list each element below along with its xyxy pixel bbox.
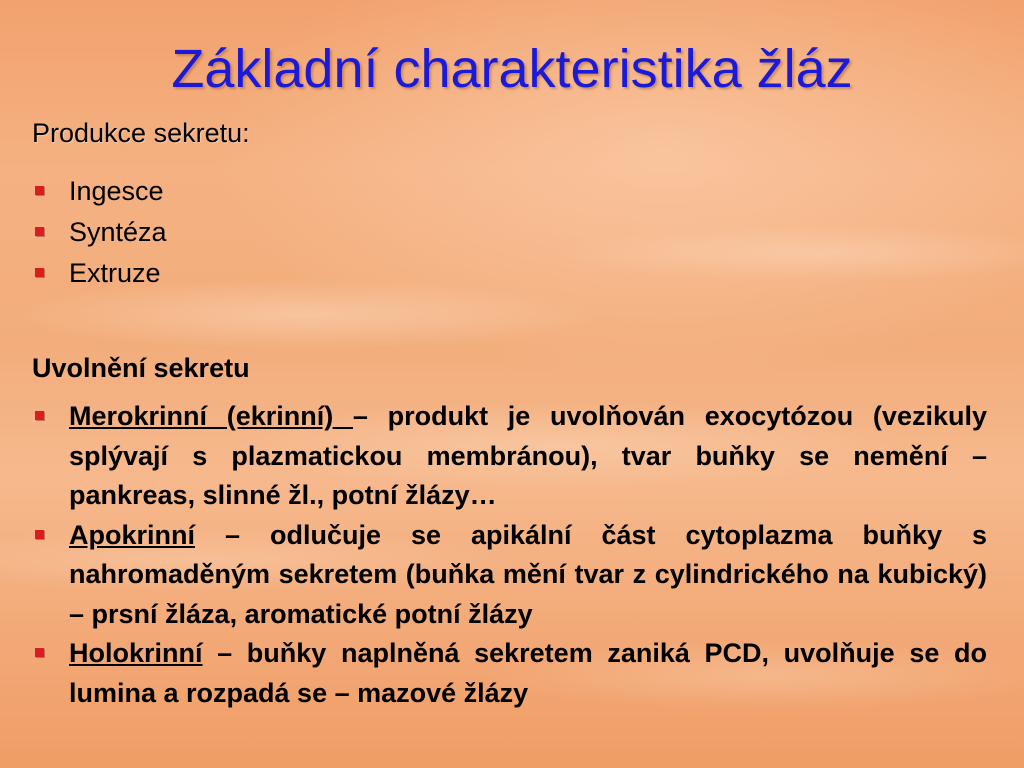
- term-description: – buňky naplněná sekretem zaniká PCD, uvolňuje se do lumina a rozpadá se – mazové žlázy: [69, 638, 987, 708]
- term-description: – produkt je uvolňován exocytózou (vezikuly splývají s plazmatickou membránou), tvar buňky se nemění – pankreas, slinné žl., potní žlázy…: [69, 401, 987, 510]
- square-bullet-icon: [35, 186, 44, 195]
- list-item: [32, 172, 987, 213]
- term-apokrinni: Apokrinní: [69, 519, 195, 550]
- term-holokrinni: Holokrinní: [69, 638, 203, 668]
- list-item-label: Ingesce: [69, 176, 164, 206]
- slide-title: Základní charakteristika žláz: [171, 39, 853, 99]
- term-description: – odlučuje se apikální část cytoplazma buňky s nahromaděným sekretem (buňka mění tvar z cylindrického na kubický) – prsní žláza, aromatické potní žlázy: [69, 519, 987, 629]
- square-bullet-icon: [35, 227, 44, 236]
- production-heading: Produkce sekretu:: [32, 118, 250, 148]
- release-list: [32, 397, 987, 713]
- list-item: [32, 213, 987, 254]
- release-heading: Uvolnění sekretu: [32, 353, 250, 383]
- production-list: [32, 172, 987, 295]
- square-bullet-icon: [35, 268, 44, 277]
- list-item: [32, 397, 987, 516]
- list-item: [32, 254, 987, 295]
- list-item-label: Extruze: [69, 258, 161, 288]
- square-bullet-icon: [35, 648, 44, 657]
- square-bullet-icon: [35, 411, 44, 420]
- list-item-label: Syntéza: [69, 217, 167, 247]
- square-bullet-icon: [35, 530, 44, 539]
- list-item: [32, 634, 987, 713]
- list-item: [32, 516, 987, 635]
- term-merokrinni: Merokrinní (ekrinní): [69, 401, 353, 431]
